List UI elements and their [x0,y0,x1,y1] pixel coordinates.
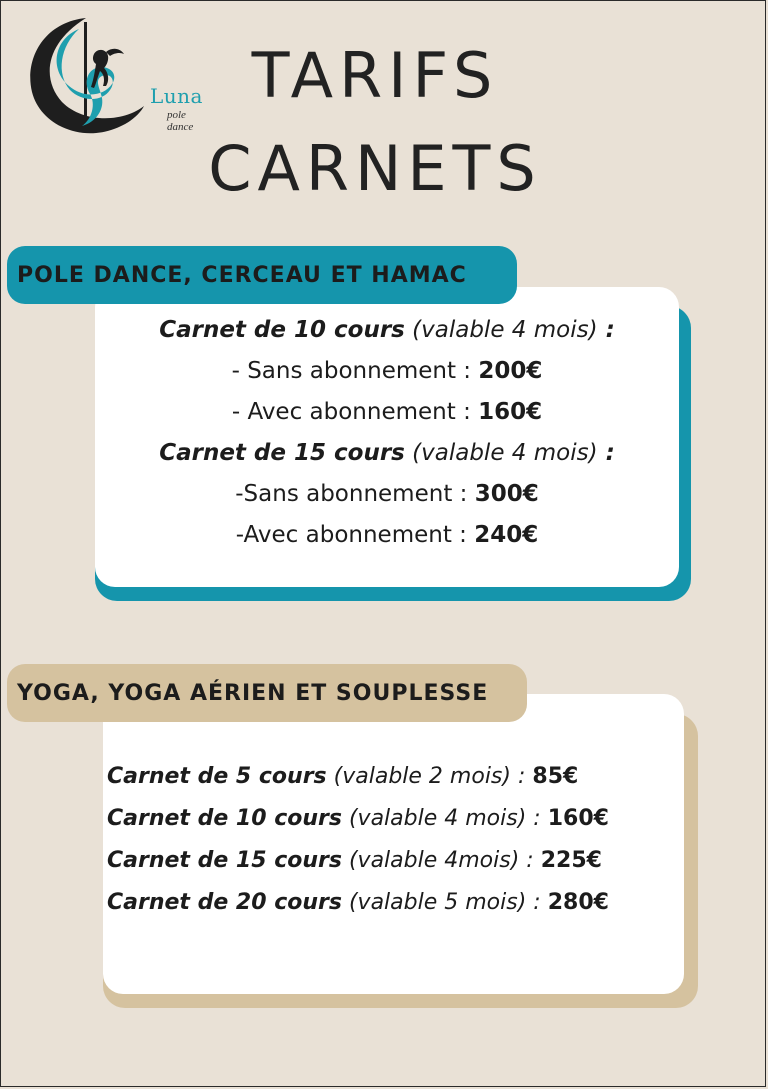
carnet-label: Carnet de 15 cours [159,440,405,466]
section1-heading: POLE DANCE, CERCEAU ET HAMAC [7,246,517,304]
section1-line [95,392,679,433]
section2-heading: YOGA, YOGA AÉRIEN ET SOUPLESSE [7,664,527,722]
section2-price-list [107,756,687,924]
price: 225€ [540,848,602,873]
price: 160€ [478,399,543,425]
separator: : [519,848,541,873]
section1-line [95,433,679,474]
validity-note: (valable 2 mois) [326,764,511,789]
price: 280€ [547,890,609,915]
validity-note: (valable 4 mois) [404,440,598,466]
price: 300€ [474,481,539,507]
carnet-label: Carnet de 10 cours [107,806,342,831]
carnet-label: Carnet de 15 cours [107,848,342,873]
validity-note: (valable 4 mois) [341,806,527,831]
option-label: - Sans abonnement : [231,358,479,384]
price: 85€ [532,764,579,789]
crescent-moon-dancer-icon [24,14,149,139]
logo-subtitle: pole dance [167,109,194,133]
validity-note: (valable 4mois) [341,848,520,873]
price: 240€ [474,522,539,548]
section1-line [95,351,679,392]
logo-name: Luna [150,84,203,108]
colon: : [597,317,615,343]
colon: : [597,440,615,466]
carnet-label: Carnet de 10 cours [159,317,405,343]
section2-line [107,798,687,840]
option-label: -Sans abonnement : [235,481,475,507]
section2-line [107,756,687,798]
option-label: -Avec abonnement : [235,522,475,548]
validity-note: (valable 5 mois) [341,890,527,915]
carnet-label: Carnet de 5 cours [107,764,327,789]
separator: : [526,890,548,915]
section2-line [107,882,687,924]
section1-line [95,515,679,556]
page-title-line1: TARIFS [251,39,499,112]
page-title-line2: CARNETS [208,132,542,205]
separator: : [510,764,533,789]
price: 200€ [478,358,543,384]
separator: : [526,806,548,831]
section1-price-list [95,310,679,556]
price: 160€ [547,806,609,831]
option-label: - Avec abonnement : [231,399,479,425]
section1-line [95,474,679,515]
validity-note: (valable 4 mois) [404,317,598,343]
section2-line [107,840,687,882]
carnet-label: Carnet de 20 cours [107,890,342,915]
luna-logo [24,14,203,139]
section1-line [95,310,679,351]
